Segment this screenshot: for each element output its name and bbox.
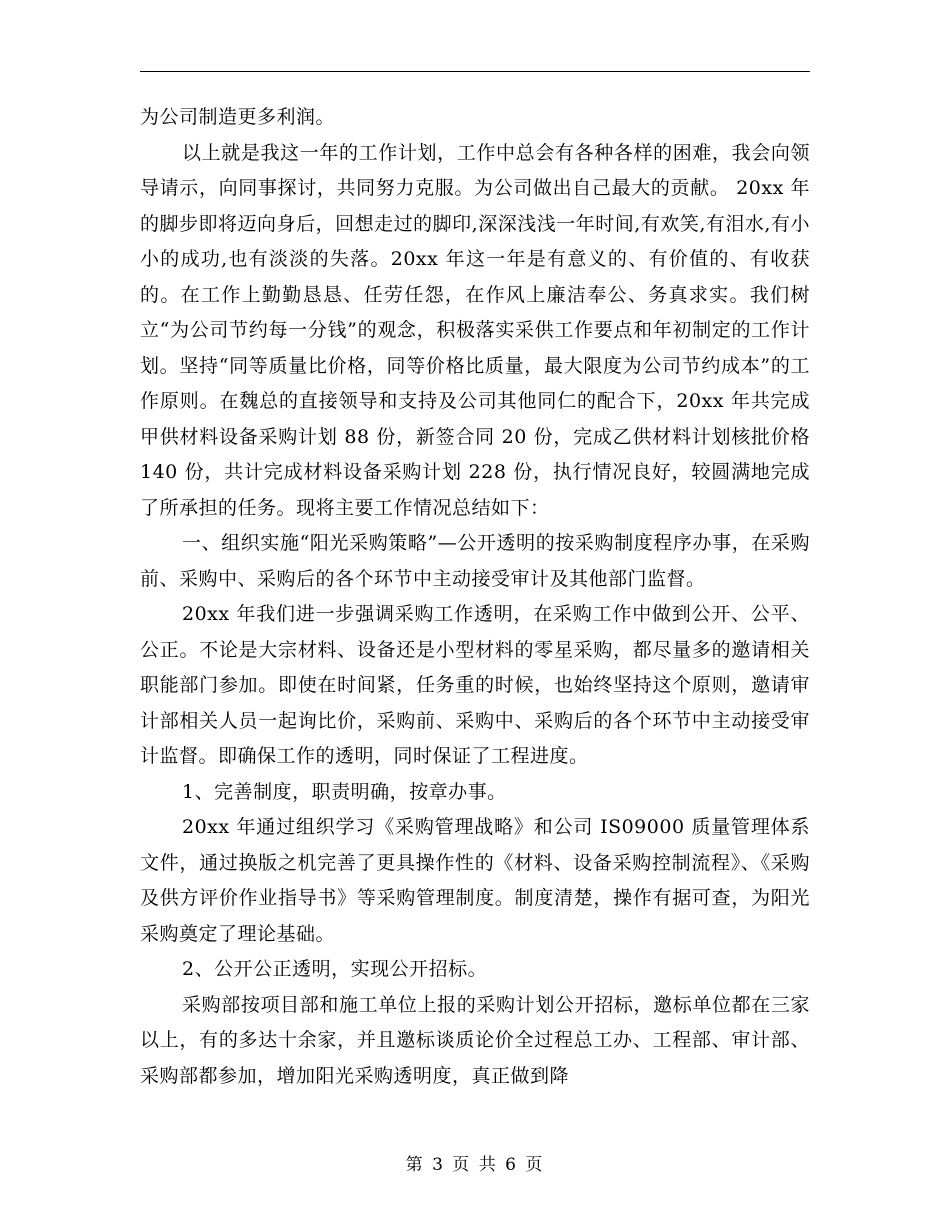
- paragraph-1: 为公司制造更多利润。: [140, 106, 336, 128]
- page-number: 第 3 页 共 6 页: [405, 1155, 545, 1175]
- paragraph-5: 1、完善制度，职责明确，按章办事。: [182, 780, 507, 803]
- paragraph-8: 采购部按项目部和施工单位上报的采购计划公开招标，邀标单位都在三家以上，有的多达十余家，并且邀标谈质论价全过程总工办、工程部、审计部、采购部都参加，增加阳光采购透明度，真正做到降: [140, 993, 810, 1087]
- paragraph-4: 20xx 年我们进一步强调采购工作透明，在采购工作中做到公开、公平、公正。不论是大宗材料、设备还是小型材料的零星采购，都尽量多的邀请相关职能部门参加。即使在时间紧，任务重的时候，也始终坚持这个原则，邀请审计部相关人员一起询比价，采购前、采购中、采购后的各个环节中主动接受审计监督。即确保工作的透明，同时保证了工程进度。: [140, 603, 810, 767]
- header-rule: [140, 71, 810, 72]
- document-body: [140, 100, 810, 1094]
- paragraph-7: 2、公开公正透明，实现公开招标。: [182, 958, 488, 980]
- paragraph-6: 20xx 年通过组织学习《采购管理战略》和公司 IS09000 质量管理体系文件，通过换版之机完善了更具操作性的《材料、设备采购控制流程》、《采购及供方评价作业指导书》等采购管理制度。制度清楚，操作有据可查，为阳光采购奠定了理论基础。: [140, 816, 810, 945]
- paragraph-2: 以上就是我这一年的工作计划，工作中总会有各种各样的困难，我会向领导请示，向同事探讨，共同努力克服。为公司做出自己最大的贡献。 20xx 年的脚步即将迈向身后，回想走过的脚印,深深浅浅一年时间,有欢笑,有泪水,有小小的成功,也有淡淡的失落。20xx 年这一年是有意义的、有价值的、有收获的。在工作上勤勤恳恳、任劳任怨，在作风上廉洁奉公、务真求实。我们树立“为公司节约每一分钱”的观念，积极落实采供工作要点和年初制定的工作计划。坚持“同等质量比价格，同等价格比质量，最大限度为公司节约成本”的工作原则。在魏总的直接领导和支持及公司其他同仁的配合下，20xx 年共完成甲供材料设备采购计划 88 份，新签合同 20 份，完成乙供材料计划核批价格 140 份，共计完成材料设备采购计划 228 份，执行情况良好，较圆满地完成了所承担的任务。现将主要工作情况总结如下：: [140, 141, 810, 519]
- paragraph-3: 一、组织实施“阳光采购策略”—公开透明的按采购制度程序办事，在采购前、采购中、采购后的各个环节中主动接受审计及其他部门监督。: [140, 532, 810, 590]
